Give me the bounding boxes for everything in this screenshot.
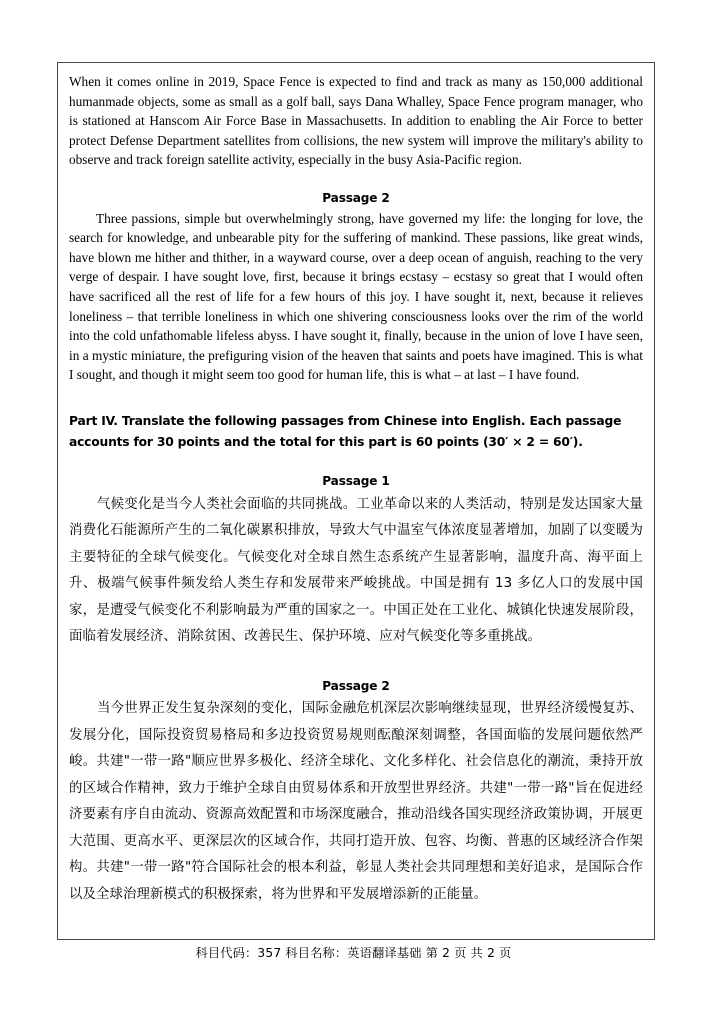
spacer [69,385,643,411]
content-body [58,63,654,908]
content-frame [57,62,655,940]
spacer [69,453,643,472]
spacer [69,170,643,189]
passage-2-english-heading: Passage 2 [322,190,390,205]
passage-1-chinese-heading: Passage 1 [322,473,390,488]
passage-2-chinese-paragraph: 当今世界正发生复杂深刻的变化，国际金融危机深层次影响继续显现，世界经济缓慢复苏、发展分化，国际投资贸易格局和多边投资贸易规则酝酿深刻调整，各国面临的发展问题依然严峻。共建"一带一路"顺应世界多极化、经济全球化、文化多样化、社会信息化的潮流，秉持开放的区域合作精神，致力于维护全球自由贸易体系和开放型世界经济。共建"一带一路"旨在促进经济要素有序自由流动、资源高效配置和市场深度融合，推动沿线各国实现经济政策协调，开展更大范围、更高水平、更深层次的区域合作，共同打造开放、包容、均衡、普惠的区域经济合作架构。共建"一带一路"符合国际社会的根本利益，彰显人类社会共同理想和美好追求，是国际合作以及全球治理新模式的积极探索，将为世界和平发展增添新的正能量。 [69,701,643,902]
passage-2-chinese-heading: Passage 2 [322,678,390,693]
spacer [69,651,643,677]
part-iv-instruction: Part IV. Translate the following passages from Chinese into English. Each passage accounts for 30 points and the total for this part is 60 points (30′ × 2 = 60′). [69,413,622,449]
passage-1-english-continued-paragraph: When it comes online in 2019, Space Fence is expected to find and track as many as 150,000 additional humanmade objects, some as small as a golf ball, says Dana Whalley, Space Fence program manager, who is stationed at Hanscom Air Force Base in Massachusetts. In addition to enabling the Air Force to better protect Defense Department satellites from collisions, the new system will improve the military's ability to observe and track foreign satellite activity, especially in the busy Asia-Pacific region. [69,74,643,168]
page-footer-text: 科目代码：357 科目名称：英语翻译基础 第 2 页 共 2 页 [195,946,512,960]
passage-1-chinese-paragraph: 气候变化是当今人类社会面临的共同挑战。工业革命以来的人类活动，特别是发达国家大量消费化石能源所产生的二氧化碳累积排放，导致大气中温室气体浓度显著增加，加剧了以变暖为主要特征的全球气候变化。气候变化对全球自然生态系统产生显著影响，温度升高、海平面上升、极端气候事件频发给人类生存和发展带来严峻挑战。中国是拥有 13 多亿人口的发展中国家，是遭受气候变化不利影响最为严重的国家之一。中国正处在工业化、城镇化快速发展阶段，面临着发展经济、消除贫困、改善民生、保护环境、应对气候变化等多重挑战。 [69,496,643,644]
passage-2-english-paragraph: Three passions, simple but overwhelmingly strong, have governed my life: the longing for love, the search for knowledge, and unbearable pity for the suffering of mankind. These passions, like great winds, have blown me hither and thither, in a wayward course, over a deep ocean of anguish, reaching to the very verge of despair. I have sought love, first, because it brings ecstasy – ecstasy so great that I would often have sacrificed all the rest of life for a few hours of this joy. I have sought it, next, because it relieves loneliness – that terrible loneliness in which one shivering consciousness looks over the rim of the world into the cold unfathomable lifeless abyss. I have sought it, finally, because in the union of love I have seen, in a mystic miniature, the prefiguring vision of the heaven that saints and poets have imagined. This is what I sought, and though it might seem too good for human life, this is what – at last – I have found. [69,210,643,383]
page-footer [0,944,703,962]
